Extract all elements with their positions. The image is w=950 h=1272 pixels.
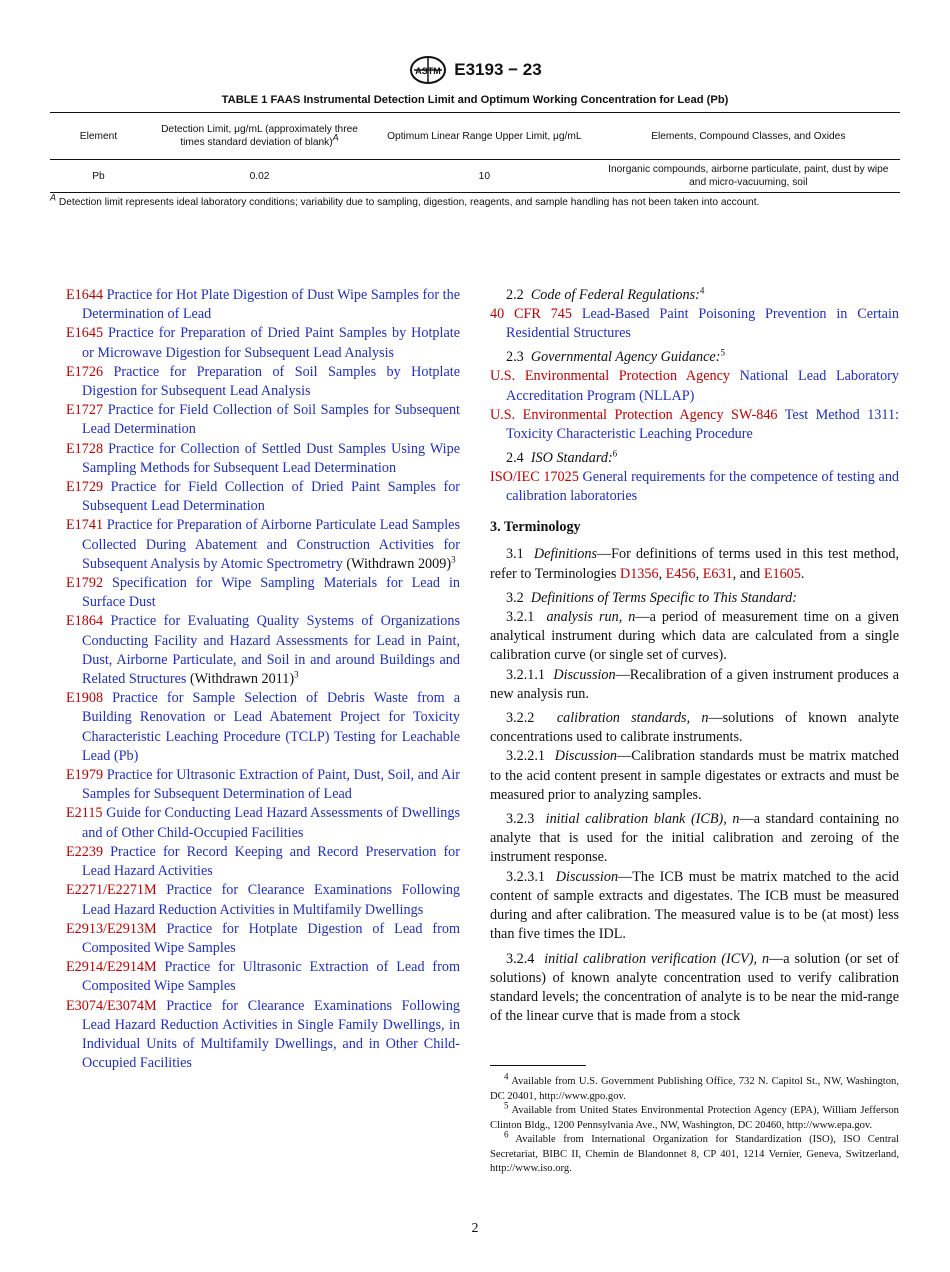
reference-title[interactable]: Specification for Wipe Sampling Materials for Lead in Surface Dust (82, 575, 460, 611)
reference-item[interactable] (66, 920, 460, 958)
reference-item[interactable] (66, 574, 460, 612)
reference-code[interactable]: E1645 (66, 325, 104, 342)
reference-iso-17025[interactable]: ISO/IEC 17025 General requirements for the competence of testing and calibration laboratories (490, 468, 900, 505)
reference-code[interactable]: E1644 (66, 287, 104, 303)
table-row (50, 160, 900, 193)
page-number: 2 (471, 1221, 479, 1236)
reference-title[interactable]: Practice for Record Keeping and Record Preservation for Lead Hazard Activities (82, 843, 461, 880)
link-e1605[interactable]: E1605 (763, 565, 801, 582)
column-header: Elements, Compound Classes, and Oxides (651, 130, 846, 142)
reference-code[interactable]: E2271/E2271M (66, 882, 157, 899)
section-heading-terminology: 3. Terminology (490, 519, 581, 536)
definition-paragraph: 3.2.2.1 Discussion—Calibration standards must be matrix matched to the acid content present in sample digestates or extracts and must be measured prior to analyzing samples. (490, 748, 899, 803)
astm-logo-icon (408, 54, 448, 86)
paragraph-3-1: 3.1 Definitions—For definitions of terms used in this test method, refer to Terminologies D1356, E456, E631, and E1605. (490, 546, 899, 582)
reference-item[interactable] (66, 363, 460, 401)
table-cell: 10 (478, 170, 490, 182)
table-cell: Inorganic compounds, airborne particulate, paint, dust by wipe and micro-vacuuming, soil (608, 164, 889, 188)
reference-title[interactable]: Practice for Ultrasonic Extraction of Paint, Dust, Soil, and Air Samples for Subsequent Determination of Lead (82, 767, 461, 803)
section-2-2: 2.2 Code of Federal Regulations:$^4$ (506, 285, 705, 303)
reference-item[interactable] (66, 516, 460, 574)
footnotes (490, 1071, 899, 1177)
table-footnote: $^A$ Detection limit represents ideal laboratory conditions; variability due to sampling, digestion, reagents, and sample handling has not been taken into account. (50, 192, 760, 208)
reference-code[interactable]: E2115 (66, 805, 103, 822)
reference-code[interactable]: E1726 (66, 363, 104, 380)
reference-title[interactable]: Practice for Field Collection of Soil Samples for Subsequent Lead Determination (82, 402, 460, 438)
reference-item[interactable] (66, 612, 460, 689)
reference-item[interactable] (66, 478, 460, 516)
reference-code[interactable]: E1908 (66, 690, 104, 707)
definition-paragraph: 3.2.1.1 Discussion—Recalibration of a given instrument produces a new analysis run. (490, 666, 899, 702)
reference-code[interactable]: E2239 (66, 843, 104, 860)
definition-paragraph: 3.2.3.1 Discussion—The ICB must be matrix matched to the acid content of sample extracts and digestates. The ICB must be measured during and after calibration. The measured value is to be (at most) less than five times the IDL. (490, 868, 900, 943)
table-cell: Pb (92, 170, 105, 182)
reference-item[interactable] (66, 958, 460, 996)
reference-title[interactable]: Practice for Preparation of Soil Samples by Hotplate Digestion for Subsequent Lead Analysis (82, 363, 461, 400)
section-2-4: 2.4 ISO Standard:$^6$ (506, 447, 618, 466)
reference-item[interactable] (66, 881, 460, 919)
reference-title[interactable]: Practice for Hot Plate Digestion of Dust Wipe Samples for the Determination of Lead (82, 287, 460, 323)
reference-title[interactable]: Practice for Preparation of Airborne Particulate Lead Samples Collected During Abatement and Construction Activities for Subsequent Analysis by Atomic Spectrometry (82, 517, 460, 572)
reference-code[interactable]: E1728 (66, 440, 104, 457)
reference-code[interactable]: E1792 (66, 575, 104, 592)
table-cell: 0.02 (249, 170, 270, 182)
reference-item[interactable] (66, 804, 460, 842)
definitions-list (490, 608, 899, 1026)
reference-title[interactable]: Practice for Hotplate Digestion of Lead from Composited Wipe Samples (82, 920, 460, 956)
link-d1356[interactable]: D1356 (619, 565, 659, 582)
section-2-3: 2.3 Governmental Agency Guidance:$^5$ (506, 347, 725, 366)
definition-paragraph: 3.2.3 initial calibration blank (ICB), n—a standard containing no analyte that is used for the initial calibration and zeroing of the instrument response. (490, 811, 900, 866)
reference-title[interactable]: Practice for Ultrasonic Extraction of Lead from Composited Wipe Samples (82, 959, 461, 995)
reference-footnote-mark: 3 (451, 554, 456, 565)
column-header: Detection Limit, μg/mL (approximately three times standard deviation of blank)$^A$ (161, 124, 358, 148)
svg-text:ASTM: ASTM (415, 66, 442, 76)
page-header (0, 54, 950, 86)
detection-limit-table (50, 112, 900, 193)
reference-item[interactable] (66, 843, 460, 881)
reference-title[interactable]: Practice for Sample Selection of Debris Waste from a Building Renovation or Lead Abatement Project for Toxicity Characteristic Leaching Procedure (TCLP) Testing for Leachable Lead (Pb) (82, 690, 461, 764)
reference-item[interactable] (66, 324, 460, 362)
reference-title[interactable]: Practice for Preparation of Dried Paint Samples by Hotplate or Microwave Digestion for Subsequent Lead Analysis (82, 325, 461, 361)
column-header: Optimum Linear Range Upper Limit, μg/mL (387, 130, 582, 142)
footnote-item: $^5$ Available from United States Environmental Protection Agency (EPA), William Jefferson Clinton Bldg., 1200 Pennsylvania Ave., NW, Washington, DC 20460, http://www.epa.gov. (490, 1100, 899, 1131)
definition-paragraph: 3.2.2 calibration standards, n—solutions of known analyte concentrations used to calibrate instruments. (490, 710, 899, 746)
reference-code[interactable]: E1864 (66, 613, 104, 630)
reference-title[interactable]: Guide for Conducting Lead Hazard Assessments of Dwellings and of Other Child-Occupied Facilities (82, 805, 460, 841)
reference-item[interactable] (66, 401, 460, 439)
footnote-rule (490, 1065, 586, 1066)
reference-code[interactable]: E1741 (66, 517, 104, 534)
reference-code[interactable]: E1727 (66, 402, 104, 419)
reference-footnote-mark: 3 (294, 669, 299, 680)
reference-item[interactable] (66, 286, 460, 324)
reference-title[interactable]: Practice for Clearance Examinations Following Lead Hazard Reduction Activities in Multifamily Dwellings (82, 882, 461, 918)
referenced-documents-list (66, 286, 460, 1073)
reference-code[interactable]: E2914/E2914M (66, 959, 157, 976)
definition-paragraph: 3.2.4 initial calibration verification (ICV), n—a solution (or set of solutions) of known analyte concentration used to verify calibration standard levels; the concentration of analyte is to be near the mid-range of the linear curve that is made from a stock (490, 950, 900, 1025)
reference-epa-sw846[interactable]: U.S. Environmental Protection Agency SW-846 Test Method 1311: Toxicity Characteristic Leaching Procedure (490, 406, 899, 442)
right-column (490, 286, 899, 1026)
paragraph-3-2: 3.2 Definitions of Terms Specific to This Standard: (506, 589, 797, 606)
footnote-item: $^4$ Available from U.S. Government Publishing Office, 732 N. Capitol St., NW, Washington, DC 20401, http://www.gpo.gov. (490, 1071, 899, 1102)
link-e631[interactable]: E631 (702, 565, 733, 582)
reference-title[interactable]: Practice for Evaluating Quality Systems of Organizations Conducting Facility and Hazard Assessments for Lead in Paint, Dust, Airborne Particulate, and Soil in and around Buildings and Related Structures (82, 613, 460, 688)
definition-paragraph: 3.2.1 analysis run, n—a period of measurement time on a given analytical instrument during which data are calculated from a single calibration curve (or single set of curves). (490, 609, 900, 664)
reference-code[interactable]: E3074/E3074M (66, 997, 157, 1014)
reference-item[interactable] (66, 997, 460, 1074)
reference-code[interactable]: E1979 (66, 767, 104, 784)
reference-code[interactable]: E1729 (66, 479, 104, 496)
column-header: Element (79, 130, 118, 142)
standard-designation: E3193 − 23 (454, 60, 542, 79)
reference-title[interactable]: Practice for Field Collection of Dried Paint Samples for Subsequent Lead Determination (82, 479, 461, 515)
table-caption: TABLE 1 FAAS Instrumental Detection Limit and Optimum Working Concentration for Lead (Pb) (221, 94, 729, 106)
reference-note: (Withdrawn 2009) (346, 555, 452, 572)
reference-title[interactable]: Practice for Collection of Settled Dust Samples Using Wipe Sampling Methods for Subsequent Lead Determination (82, 440, 461, 476)
table-header-row (50, 113, 900, 160)
reference-item[interactable] (66, 766, 460, 804)
reference-item[interactable] (66, 440, 460, 478)
reference-code[interactable]: E2913/E2913M (66, 920, 157, 937)
link-e456[interactable]: E456 (665, 565, 696, 582)
reference-epa-nllap[interactable]: U.S. Environmental Protection Agency National Lead Laboratory Accreditation Program (NLLAP) (490, 368, 899, 404)
reference-item[interactable] (66, 689, 460, 766)
reference-40cfr745[interactable]: 40 CFR 745 Lead-Based Paint Poisoning Prevention in Certain Residential Structures (490, 306, 899, 342)
reference-title[interactable]: Practice for Clearance Examinations Following Lead Hazard Reduction Activities in Single Family Dwellings, in Individual Units of Multifamily Dwellings, and in Other Child-Occupied Facilities (82, 997, 461, 1072)
reference-note: (Withdrawn 2011) (189, 671, 295, 688)
footnote-item: $^6$ Available from International Organization for Standardization (ISO), ISO Central Secretariat, BIBC II, Chemin de Blandonnet 8, CP 401, 1214 Vernier, Geneva, Switzerland, http://www.iso.org. (490, 1129, 899, 1174)
